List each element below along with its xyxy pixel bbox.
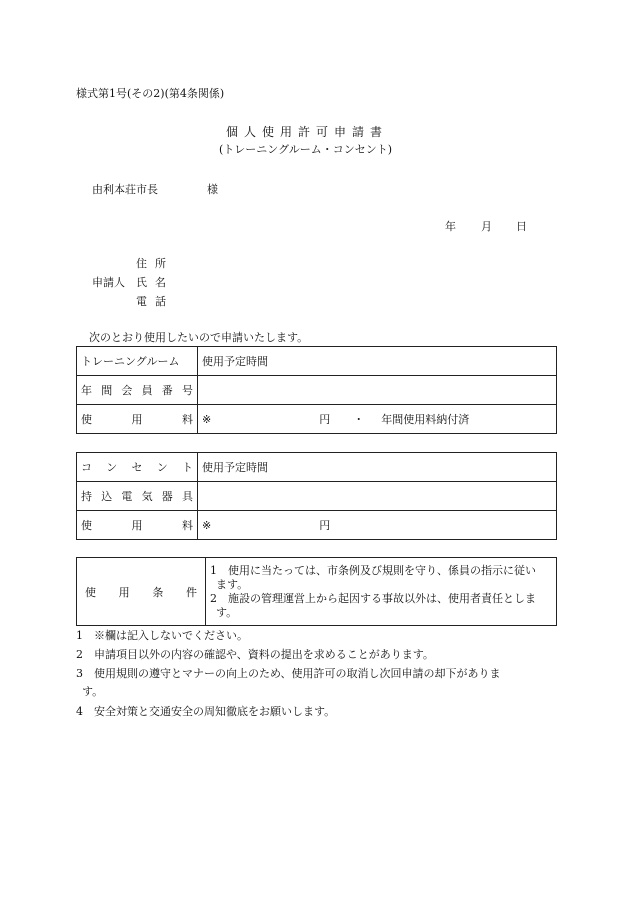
outlet-schedule-field[interactable]: 使用予定時間 [198,453,557,482]
intro-text: 次のとおり使用したいので申請いたします。 [89,331,309,344]
training-room-label: トレーニングルーム [77,347,198,376]
applicant-phone-label: 電話 [136,295,174,308]
training-room-table [76,346,557,434]
member-number-label: 年 間 会 員 番 号 [77,376,198,405]
training-fee-field[interactable] [198,405,557,434]
member-number-field[interactable] [198,376,557,405]
note-1: 1 ※欄は記入しないでください。 [76,629,248,642]
page-title: 個人使用許可申請書 [226,125,389,139]
yen-unit: 円 [319,413,331,426]
yen-unit: 円 [319,519,331,532]
conditions-text: 1 使用に当たっては、市条例及び規則を守り、係員の指示に従い ます。 2 施設の管理運営上から起因する事故以外は、使用者責任としま す。 [206,558,557,626]
outlet-fee-label: 使 用 料 [77,511,198,540]
addressee-name: 由利本荘市長 [92,183,158,196]
training-fee-label: 使 用 料 [77,405,198,434]
date-day: 日 [516,220,527,233]
outlet-table [76,452,557,540]
outlet-label: コ ン セ ン ト [77,453,198,482]
office-use-mark: ※ [202,519,212,532]
conditions-label: 使 用 条 件 [77,558,206,626]
note-4: 4 安全対策と交通安全の周知徹底をお願いします。 [76,705,336,718]
conditions-table [76,557,557,626]
annual-fee-paid-label: 年間使用料納付済 [381,413,470,426]
applicant-name-label: 氏名 [136,276,174,289]
note-3: 3 使用規則の遵守とマナーの向上のため、使用許可の取消し次回申請の却下がありま [76,667,501,680]
applicant-label: 申請人 [92,276,125,289]
note-2: 2 申請項目以外の内容の確認や、資料の提出を求めることがあります。 [76,648,434,661]
equipment-field[interactable] [198,482,557,511]
training-schedule-field[interactable]: 使用予定時間 [198,347,557,376]
addressee-honorific: 様 [207,183,218,196]
outlet-fee-field[interactable] [198,511,557,540]
separator-dot: ・ [353,413,365,426]
equipment-label: 持 込 電 気 器 具 [77,482,198,511]
applicant-address-label: 住所 [136,257,174,270]
office-use-mark: ※ [202,413,212,426]
date-month: 月 [481,220,492,233]
date-year: 年 [445,220,456,233]
form-number: 様式第1号(その2)(第4条関係) [76,87,225,100]
page-subtitle: (トレーニングルーム・コンセント) [219,143,393,156]
note-3-cont: す。 [82,685,104,698]
